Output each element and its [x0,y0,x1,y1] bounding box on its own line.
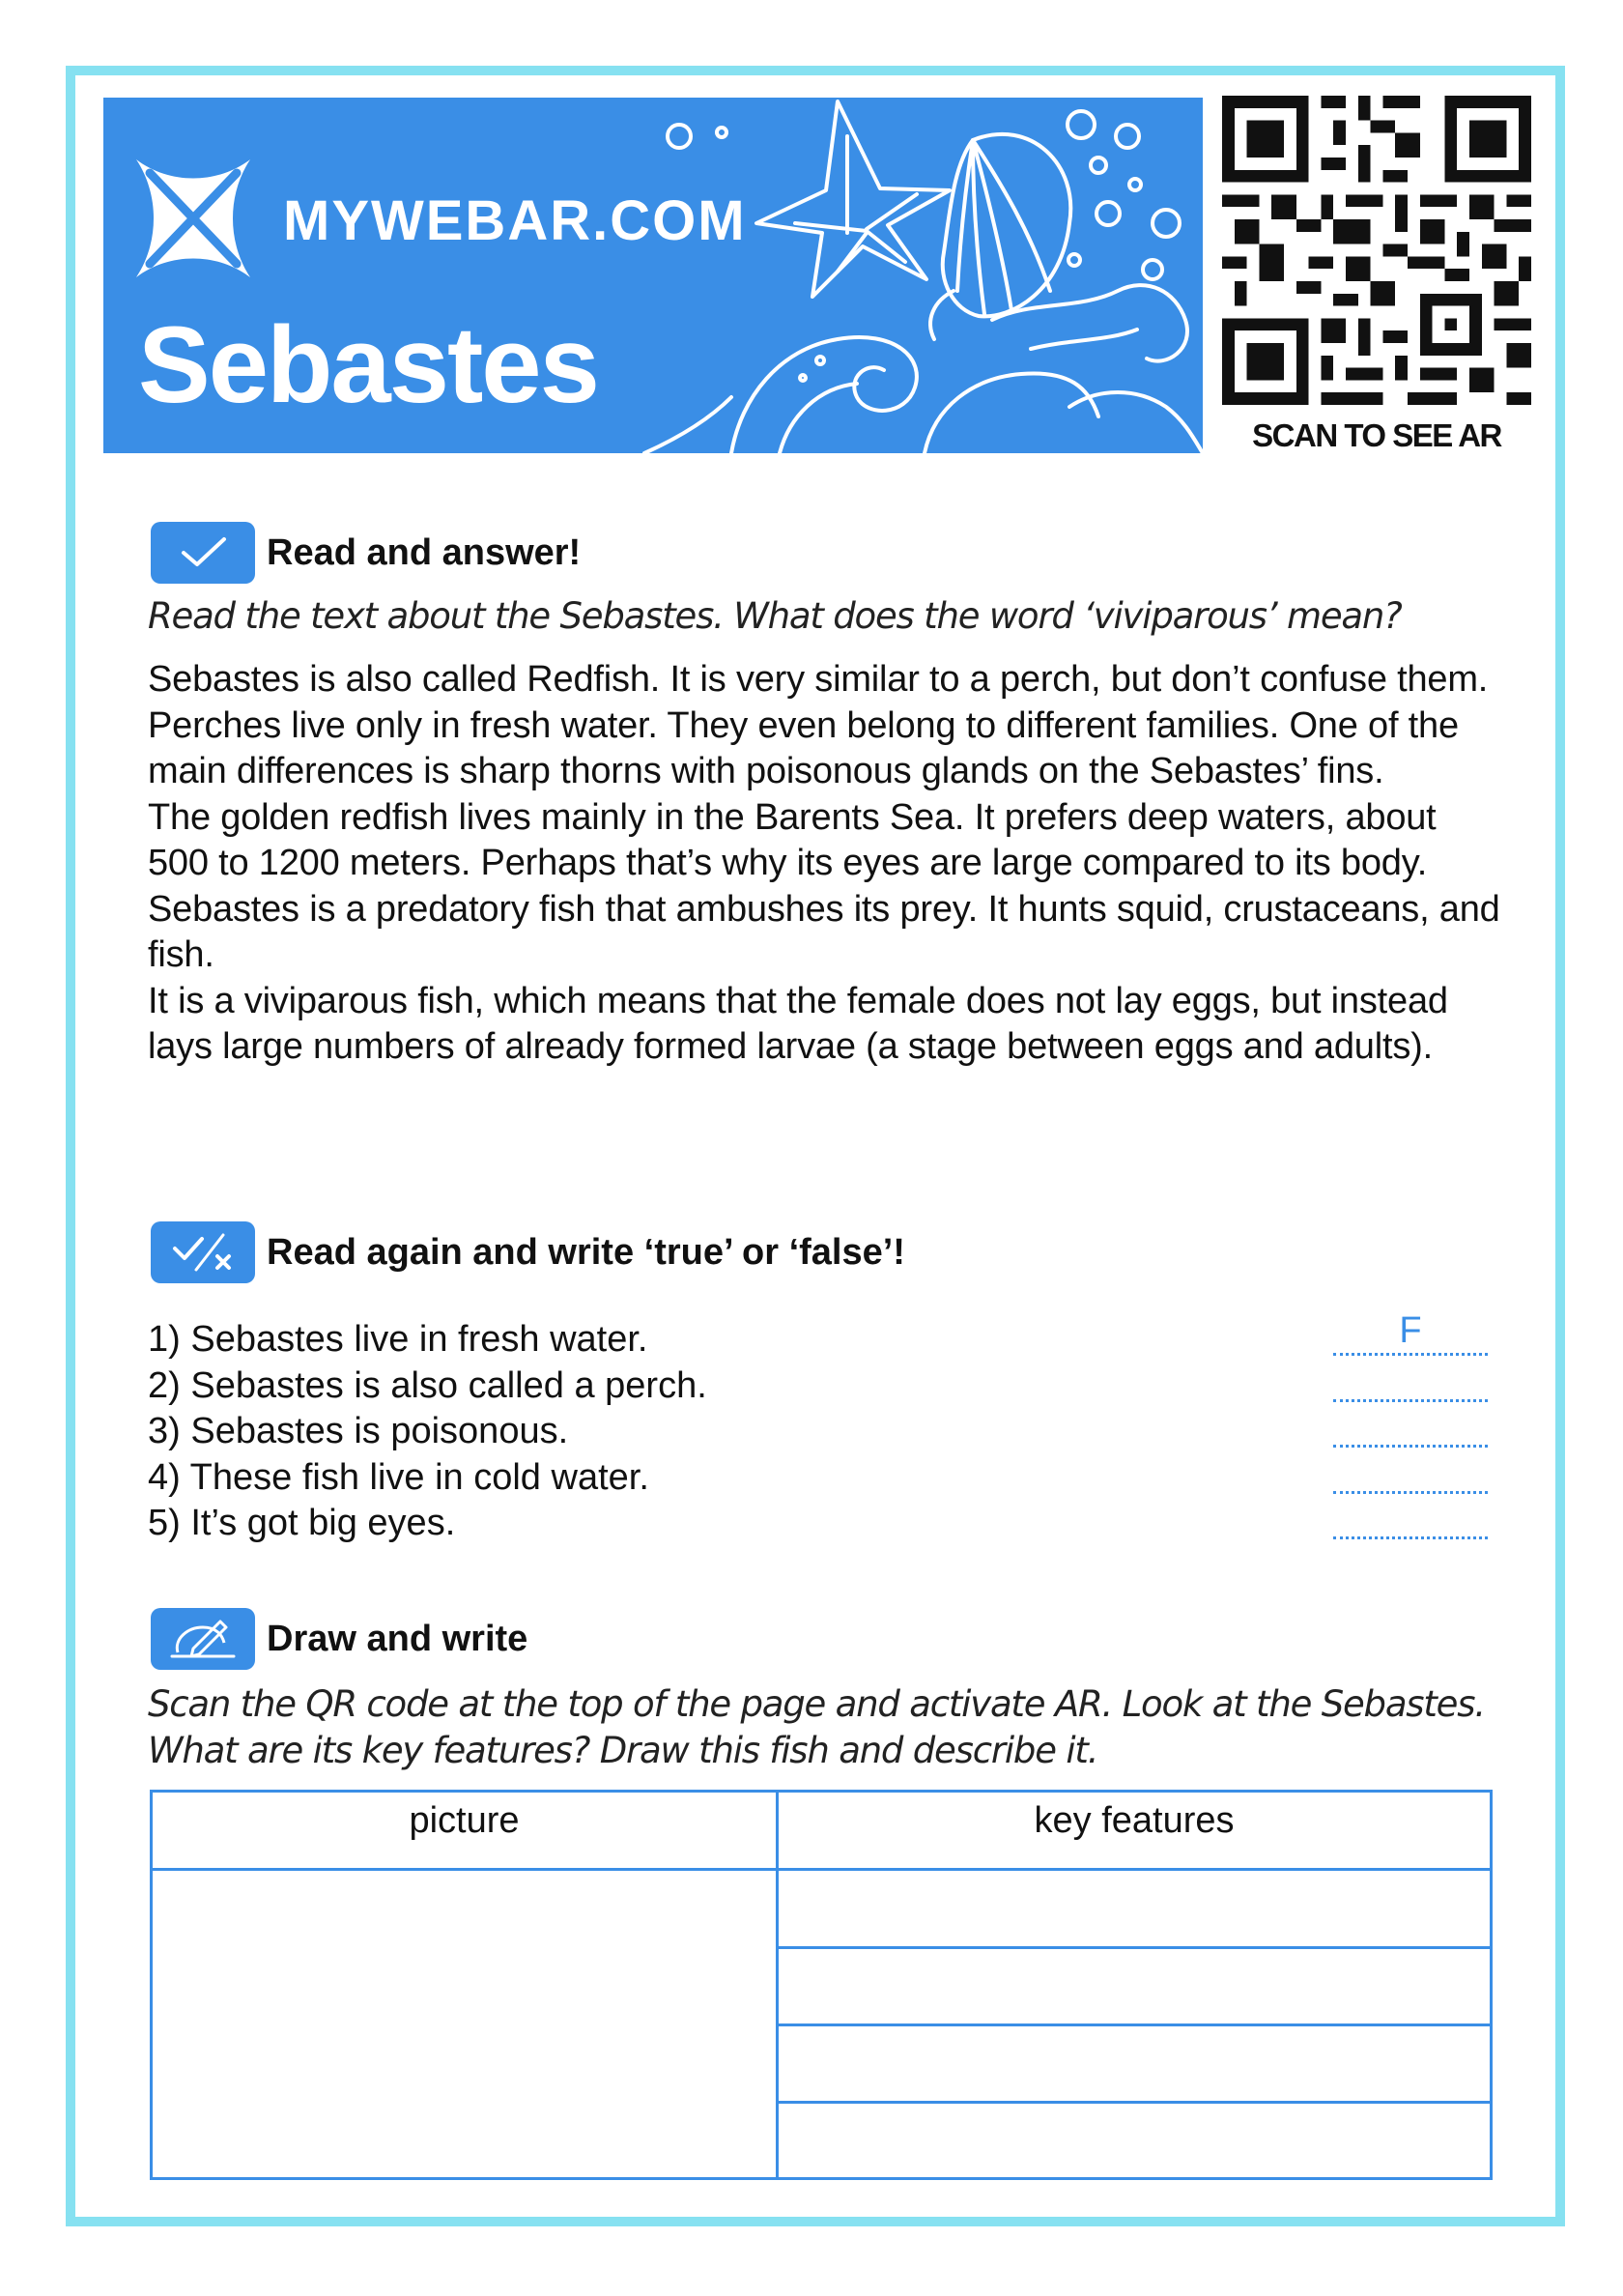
key-feature-line[interactable] [779,2026,1490,2101]
answer-field[interactable] [1333,1455,1488,1494]
reading-text [148,657,1500,1071]
list-item [148,1363,1481,1410]
section-read-and-answer-header [151,522,581,584]
statement-text: 2) Sebastes is also called a perch. [148,1364,707,1406]
header-banner [103,98,1203,453]
paragraph: The golden redfish lives mainly in the Barents Sea. It prefers deep waters, about 500 to 1200 meters. Perhaps that’s why its eyes are large compared to its body. Sebastes is a predatory fish that ambushes its prey. It hunts squid, crustaceans, and fish. [148,796,1500,975]
picture-drawing-area[interactable] [153,1871,776,2177]
brand-name: MYWEBAR.COM [283,189,747,252]
section-instruction: What are its key features? Draw this fish and describe it. [148,1730,1098,1771]
key-feature-line[interactable] [779,2104,1490,2177]
column-header-key-features: key features [1034,1800,1235,1841]
key-feature-line[interactable] [779,1949,1490,2023]
qr-caption: SCAN TO SEE AR [1252,417,1501,453]
statement-text: 4) These fish live in cold water. [148,1456,649,1498]
mywebar-logo-icon [130,156,256,281]
true-false-list [148,1310,1481,1547]
section-draw-and-write-header [151,1608,527,1670]
pencil-draw-icon [151,1608,255,1670]
column-header-picture: picture [409,1800,520,1841]
qr-code-icon[interactable] [1222,96,1531,405]
paragraph: It is a viviparous fish, which means that the female does not lay eggs, but instead lays large numbers of already formed larvae (a stage between eggs and adults). [148,980,1448,1067]
answer-field[interactable] [1333,1501,1488,1539]
section-instruction: Scan the QR code at the top of the page and activate AR. Look at the Sebastes. [148,1683,1485,1725]
check-cross-icon [151,1221,255,1283]
list-item [148,1409,1481,1455]
answer-field[interactable] [1333,1409,1488,1448]
answer-field[interactable] [1333,1363,1488,1402]
section-title: Draw and write [267,1618,528,1659]
list-item [148,1455,1481,1502]
section-title: Read again and write ‘true’ or ‘false’! [267,1231,905,1273]
statement-text: 5) It’s got big eyes. [148,1503,456,1543]
checkmark-icon [151,522,255,584]
key-feature-line[interactable] [779,1871,1490,1946]
statement-text: 3) Sebastes is poisonous. [148,1411,569,1451]
section-instruction: Read the text about the Sebastes. What does the word ‘viviparous’ mean? [148,595,1402,637]
draw-write-table [150,1790,1493,2180]
list-item [148,1501,1481,1547]
section-true-false-header [151,1221,905,1283]
section-title: Read and answer! [267,531,582,573]
answer-field[interactable]: F [1333,1317,1488,1356]
statement-text: 1) Sebastes live in fresh water. [148,1319,648,1360]
page-title: Sebastes [138,304,598,425]
paragraph: Sebastes is also called Redfish. It is very similar to a perch, but don’t confuse them. Perches live only in fresh water. They even belong to different families. One of the main differences is sharp thorns with poisonous glands on the Sebastes’ fins. [148,659,1489,791]
list-item [148,1310,1481,1363]
